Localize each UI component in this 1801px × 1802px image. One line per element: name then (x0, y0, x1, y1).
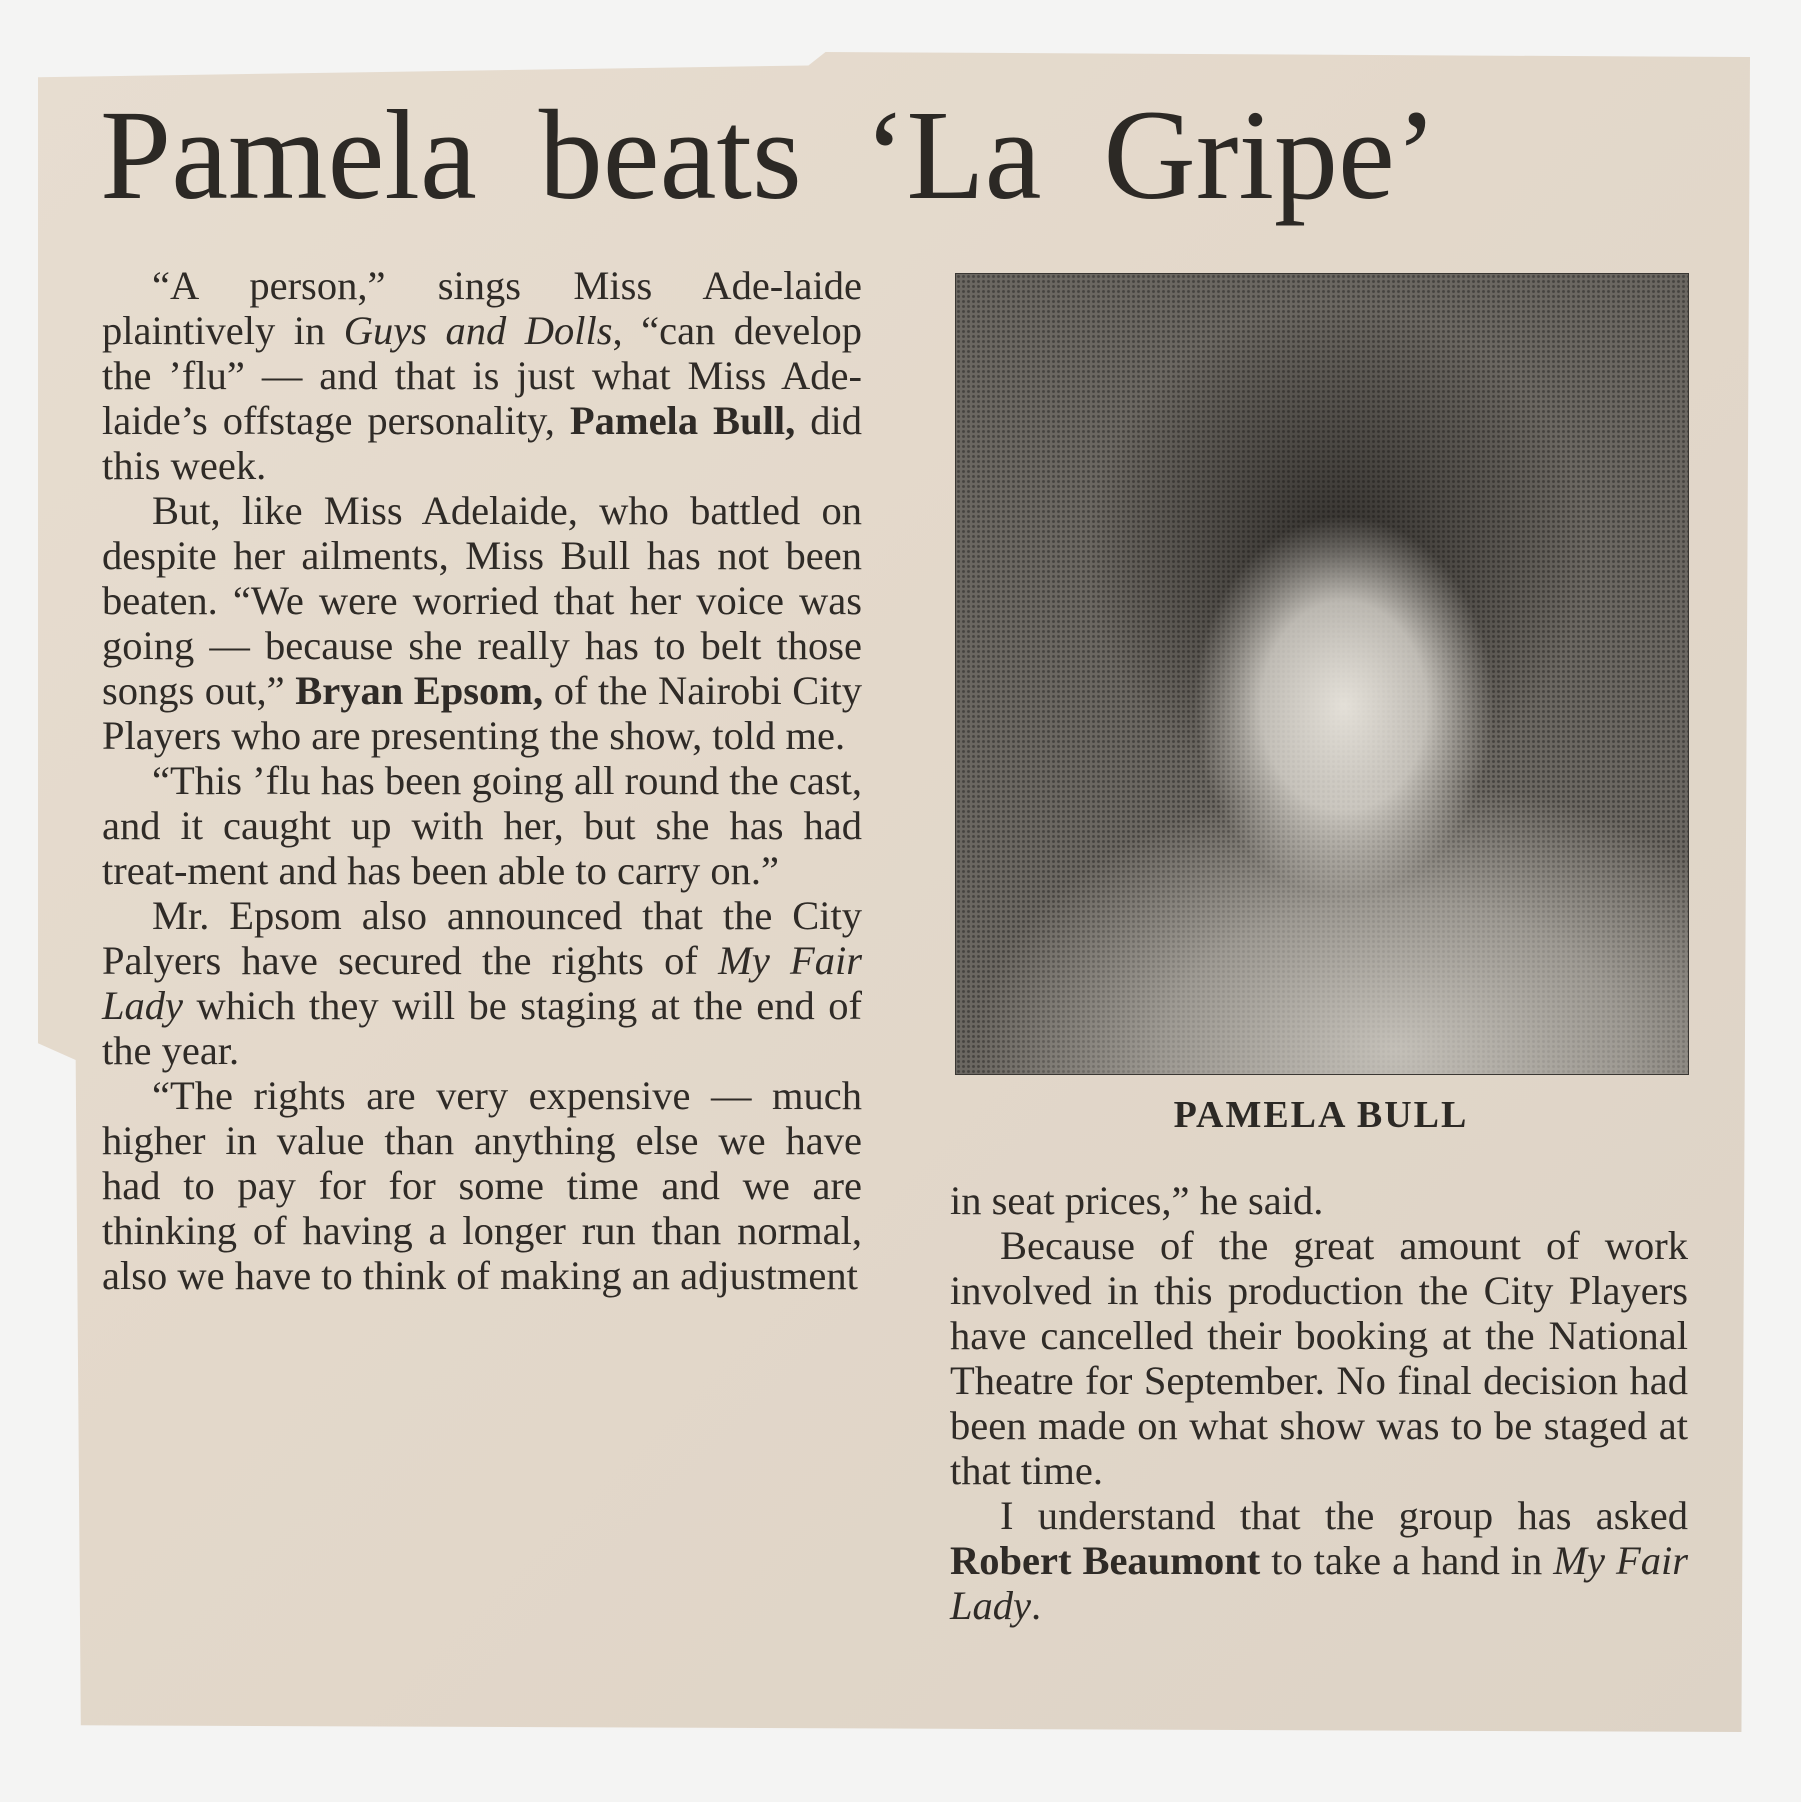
show-title: Guys and Dolls (343, 308, 613, 353)
portrait-photo (955, 273, 1689, 1075)
paragraph: Because of the great amount of work involved in this production the City Players have cancelled their booking at the National Theatre for September. No final decision had been made on what show was to be staged at that time. (950, 1223, 1688, 1493)
paragraph: “This ’flu has been going all round the cast, and it caught up with her, but she has had treat-ment and has been able to carry on.” (102, 758, 862, 893)
article-column-left (102, 263, 862, 1298)
paragraph: “The rights are very expensive — much higher in value than anything else we have had to pay for for some time and we are thinking of having a longer run than normal, also we have to think of making an adjustment (102, 1073, 862, 1298)
paragraph: in seat prices,” he said. (950, 1178, 1324, 1223)
photo-caption: PAMELA BULL (1173, 1094, 1469, 1136)
paragraph: I understand that the group has asked Robert Beaumont to take a hand in My Fair Lady. (950, 1493, 1688, 1628)
person-name: Robert Beaumont (950, 1538, 1261, 1583)
headline: Pamela beats ‘La Gripe’ (100, 84, 1438, 226)
paragraph: But, like Miss Adelaide, who battled on despite her ailments, Miss Bull has not been beaten. “We were worried that her voice was going — because she really has to belt those songs out,” Bryan Epsom, of the Nairobi City Players who are presenting the show, told me. (102, 488, 863, 758)
show-title: My Fair Lady (950, 1538, 1688, 1628)
person-name: Pamela Bull, (569, 398, 796, 443)
article-column-right (950, 1178, 1688, 1628)
show-title: My Fair Lady (102, 938, 863, 1028)
paragraph: Mr. Epsom also announced that the City Palyers have secured the rights of My Fair Lady which they will be staging at the end of the year. (102, 893, 863, 1073)
paragraph: “A person,” sings Miss Ade-laide plaintively in Guys and Dolls, “can develop the ’flu” — and that is just what Miss Ade-laide’s offstage personality, Pamela Bull, did this week. (102, 263, 863, 488)
person-name: Bryan Epsom, (295, 668, 544, 713)
